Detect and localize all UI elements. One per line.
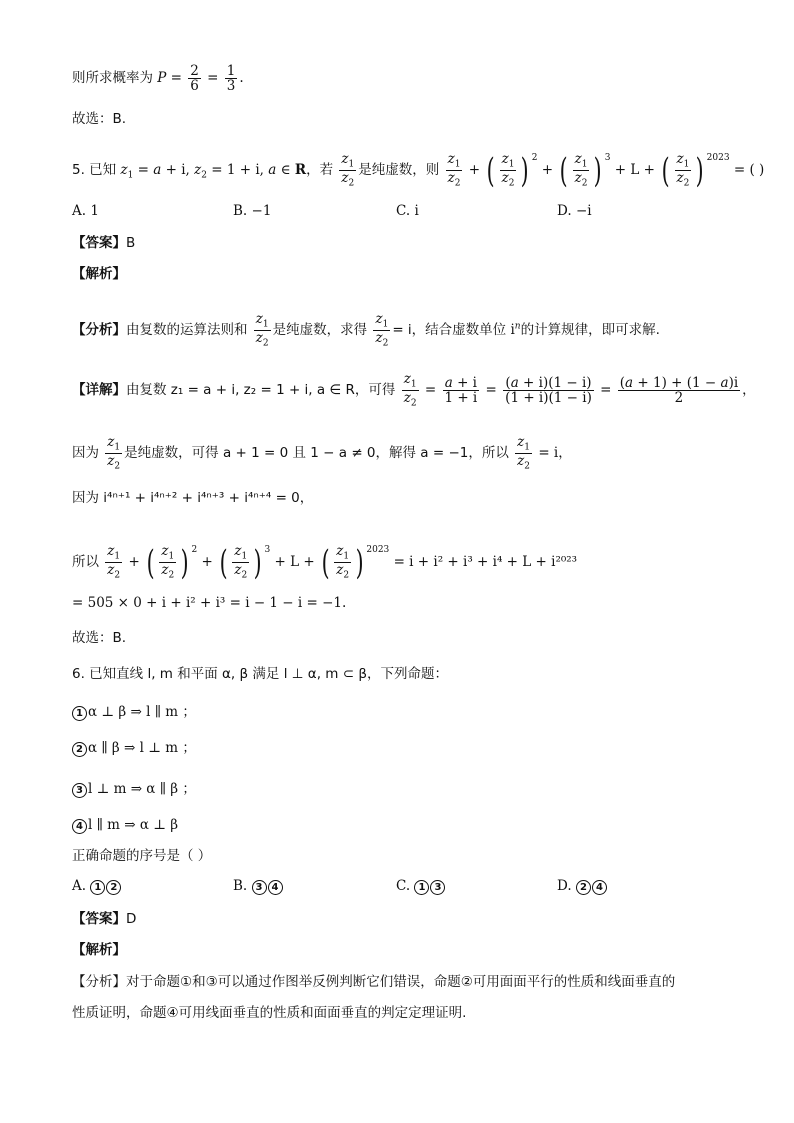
- q6-prop-2: 2 α ∥ β ⇒ l ⊥ m ；: [72, 738, 196, 758]
- q5-jiexi-label: 【解析】: [72, 266, 126, 282]
- q6-prop-1: 1 α ⊥ β ⇒ l ∥ m ；: [72, 702, 196, 722]
- q6-option-d: D. 2 4: [557, 878, 608, 895]
- q6-option-b: B. 3 4: [233, 878, 284, 895]
- probability-prefix: 则所求概率为: [72, 70, 153, 87]
- q6-option-c: C. 1 3: [396, 878, 446, 895]
- q6-prop-3: 3 l ⊥ m ⇒ α ∥ β ；: [72, 779, 196, 799]
- q6-option-a: A. 1 2: [72, 878, 122, 895]
- probability-line: 则所求概率为 P = $\frac{2}{6}$ = $\frac{1}{3}$ .: [72, 63, 244, 95]
- q5-option-c: C. i: [396, 203, 419, 219]
- q6-fenxi-line1: 【分析】对于命题①和③可以通过作图举反例判断它们错误，命题②可用面面平行的性质和线面垂直的: [72, 974, 676, 990]
- q6-prop-4: 4 l ∥ m ⇒ α ⊥ β: [72, 815, 178, 835]
- q6-answer: 【答案】D: [72, 911, 137, 927]
- q6-ask: 正确命题的序号是（ ）: [72, 848, 212, 864]
- q6-jiexi-label: 【解析】: [72, 942, 126, 958]
- q6-fenxi-line2: 性质证明，命题④可用线面垂直的性质和面面垂直的判定定理证明.: [72, 1005, 467, 1021]
- q5-option-b: B. −1: [233, 203, 272, 219]
- q5-step4: 所以 $\frac{z_1}{z_2}$ + ( $\frac{z_1}{z_2}$ ) $^2$ + ( $\frac{z_1}{z_2}$ ) $^3$ + L + ( $\frac{z_1}{z_2}$ ) $^{2023}$ = i + i² + i³ + i⁴ + L + i²⁰²³: [72, 542, 578, 583]
- q5-xiangjie: 【详解】由复数 z₁ = a + i, z₂ = 1 + i, a ∈ R，可得 $\frac{z_1}{z_2}$ = $\frac{a + i}{1 + i}$ = $\frac{(a + i)(1 - i)}{(1 + i)(1 - i)}$ = $\frac{(a + 1) + (1 - a)i}{2}$ ，: [72, 371, 756, 409]
- q5-step2: 因为 $\frac{z_1}{z_2}$ 是纯虚数，可得 a + 1 = 0 且 1 − a ≠ 0，解得 a = −1，所以 $\frac{z_1}{z_2}$ = i，: [72, 434, 572, 472]
- q5-fenxi: 【分析】由复数的运算法则和 $\frac{z_1}{z_2}$ 是纯虚数，求得 $\frac{z_1}{z_2}$ = i，结合虚数单位 $i^n$的计算规律，即可求解.: [72, 311, 660, 349]
- q5-step3: 因为 i⁴ⁿ⁺¹ + i⁴ⁿ⁺² + i⁴ⁿ⁺³ + i⁴ⁿ⁺⁴ = 0，: [72, 490, 314, 506]
- q5-option-d: D. −i: [557, 203, 592, 219]
- fraction-2-6: $\frac{2}{6}$: [190, 63, 199, 95]
- q5-choice: 故选：B.: [72, 630, 127, 646]
- q5-step5: = 505 × 0 + i + i² + i³ = i − 1 − i = −1.: [72, 595, 347, 611]
- prev-choice: 故选：B.: [72, 111, 127, 127]
- fraction-1-3: $\frac{1}{3}$: [226, 63, 236, 95]
- q5-stem: 5. 已知 $z_1 = a + i$, $z_2 = 1 + i$, a ∈ R，若 $\frac{z_1}{z_2}$ 是纯虚数，则 $\frac{z_1}{z_2}$ + ( $\frac{z_1}{z_2}$ ) $^2$ + ( $\frac{z_1}{z_2}$ ) $^3$ + L + ( $\frac{z_1}{z_2}$ ) $^{2023}$ = ( ): [72, 150, 765, 191]
- q5-answer: 【答案】B: [72, 235, 136, 251]
- q6-stem: 6. 已知直线 l, m 和平面 α, β 满足 l ⊥ α, m ⊂ β，下列命题：: [72, 666, 448, 682]
- q5-option-a: A. 1: [72, 203, 99, 219]
